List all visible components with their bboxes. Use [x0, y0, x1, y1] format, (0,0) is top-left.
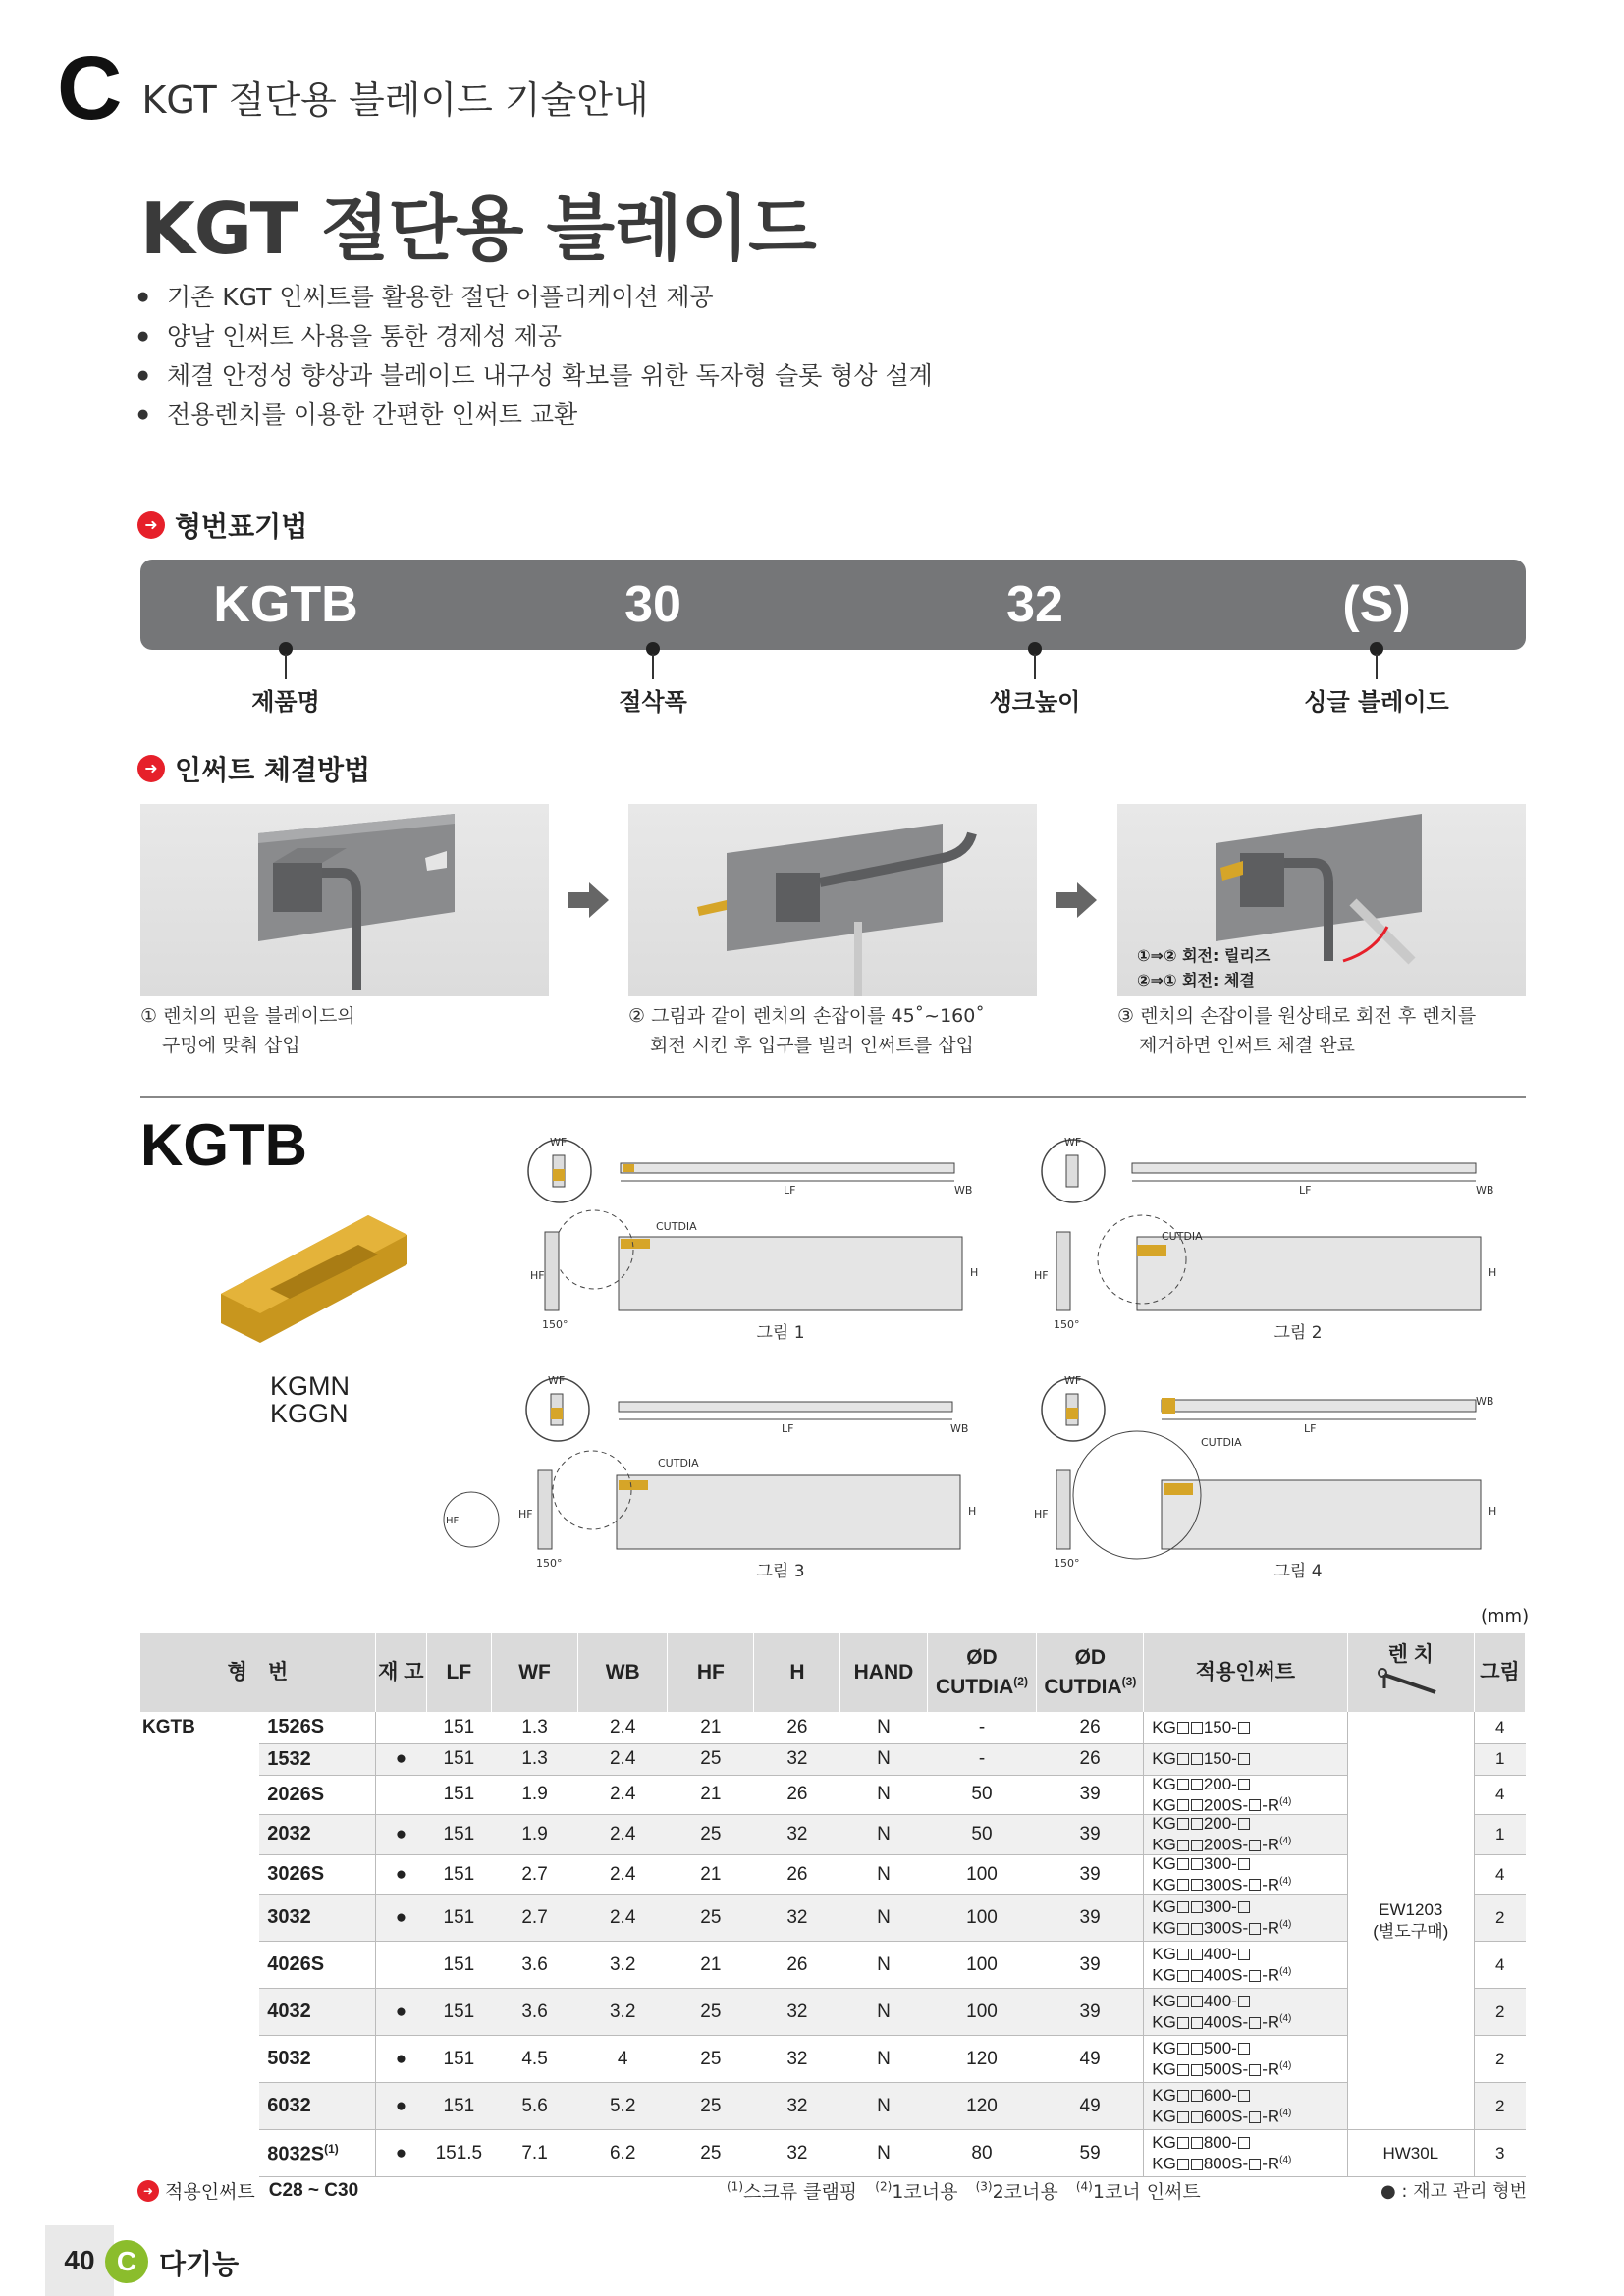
dim-wf: WF — [1064, 1374, 1082, 1387]
col-figure: 그림 — [1475, 1633, 1526, 1712]
model-cell: 1532 — [259, 1743, 375, 1775]
stock-cell — [375, 1942, 426, 1989]
col-insert: 적용인써트 — [1144, 1633, 1347, 1712]
od3-cell: 49 — [1037, 2083, 1144, 2130]
stock-cell — [375, 1712, 426, 1743]
od2-cell: - — [927, 1712, 1037, 1743]
unit-label: (mm) — [1481, 1606, 1530, 1627]
model-cell: 3032 — [259, 1895, 375, 1942]
insert-image — [211, 1205, 417, 1362]
series-cell: KGTB — [142, 1717, 195, 1737]
stock-cell: ● — [375, 1989, 426, 2036]
clamping-heading-text: 인써트 체결방법 — [175, 754, 371, 786]
figure-cell: 4 — [1475, 1854, 1526, 1895]
dim-cutdia: CUTDIA — [656, 1220, 697, 1233]
figure-3-drawing — [440, 1372, 985, 1569]
table-row — [140, 1942, 1526, 1989]
model-cell: 5032 — [259, 2036, 375, 2083]
figure-4-caption: 그림 4 — [1273, 1562, 1323, 1581]
wf-cell: 5.6 — [492, 2083, 578, 2130]
wf-cell: 1.3 — [492, 1743, 578, 1775]
col-wb: WB — [578, 1633, 668, 1712]
designation-heading-text: 형번표기법 — [175, 510, 308, 543]
hf-cell: 21 — [668, 1854, 754, 1895]
hand-cell: N — [840, 1815, 927, 1855]
wrench-cell: HW30L — [1347, 2130, 1475, 2177]
wb-cell: 2.4 — [578, 1712, 668, 1743]
dim-h: H — [968, 1505, 977, 1518]
insert-cell: KG 400- KG 400S- $-R^{(4)}$ — [1144, 1989, 1347, 2036]
wb-cell: 2.4 — [578, 1895, 668, 1942]
lf-cell: 151 — [426, 1775, 491, 1815]
stock-cell: ● — [375, 1743, 426, 1775]
figure-cell: 2 — [1475, 1989, 1526, 2036]
h-cell: 26 — [754, 1712, 840, 1743]
od3-cell: 26 — [1037, 1743, 1144, 1775]
dim-hf: HF — [530, 1269, 545, 1282]
hf-cell: 21 — [668, 1712, 754, 1743]
wf-cell: 3.6 — [492, 1989, 578, 2036]
dim-wb: WB — [954, 1184, 973, 1197]
col-model: 형 번 — [140, 1633, 375, 1712]
code-label-shank: 생크높이 — [989, 688, 1081, 716]
rotation-note-clamp: ②⇒① 회전: 체결 — [1137, 971, 1255, 989]
wf-cell: 1.9 — [492, 1775, 578, 1815]
series-cell — [140, 1815, 259, 1855]
lf-cell: 151 — [426, 1942, 491, 1989]
model-cell: 1526S — [259, 1712, 375, 1743]
step-3-caption: ③ 렌치의 손잡이를 원상태로 회전 후 렌치를 제거하면 인써트 체결 완료 — [1117, 1005, 1477, 1056]
insert-names — [270, 1372, 350, 1427]
lf-cell: 151 — [426, 1854, 491, 1895]
figure-3-caption: 그림 3 — [756, 1562, 805, 1581]
wb-cell: 2.4 — [578, 1775, 668, 1815]
hand-cell: N — [840, 1743, 927, 1775]
wb-cell: 2.4 — [578, 1743, 668, 1775]
series-cell — [140, 1989, 259, 2036]
insert-cell: KG 150- — [1144, 1712, 1347, 1743]
h-cell: 32 — [754, 1743, 840, 1775]
lf-cell: 151 — [426, 1743, 491, 1775]
hf-cell: 25 — [668, 1895, 754, 1942]
figure-cell: 4 — [1475, 1942, 1526, 1989]
feature-item: ● 양날 인써트 사용을 통한 경제성 제공 — [137, 317, 933, 356]
figure-1-drawing — [511, 1134, 982, 1330]
od3-cell: 39 — [1037, 1989, 1144, 2036]
dim-angle: 150° — [1054, 1557, 1080, 1569]
model-cell: 4032 — [259, 1989, 375, 2036]
arrow-right-icon: ➜ — [137, 511, 165, 539]
code-single: (S) — [1342, 576, 1411, 633]
insert-cell: KG 800- KG 800S- $-R^{(4)}$ — [1144, 2130, 1347, 2177]
dim-hf: HF — [518, 1508, 533, 1521]
table-row — [140, 2036, 1526, 2083]
wb-cell: 5.2 — [578, 2083, 668, 2130]
wb-cell: 4 — [578, 2036, 668, 2083]
divider — [140, 1096, 1526, 1098]
wf-cell: 1.3 — [492, 1712, 578, 1743]
series-cell — [140, 1942, 259, 1989]
dim-wf: WF — [550, 1136, 568, 1148]
lf-cell: 151 — [426, 1712, 491, 1743]
insert-name: KGGN — [270, 1399, 349, 1428]
code-width: 30 — [624, 576, 681, 633]
pointer-line — [1034, 654, 1036, 679]
section-header — [57, 38, 649, 138]
hf-cell: 25 — [668, 1989, 754, 2036]
hf-cell: 25 — [668, 2083, 754, 2130]
od2-cell: 120 — [927, 2083, 1037, 2130]
hf-cell: 21 — [668, 1942, 754, 1989]
od3-cell: 39 — [1037, 1854, 1144, 1895]
hf-cell: 21 — [668, 1775, 754, 1815]
h-cell: 32 — [754, 1895, 840, 1942]
stock-legend: ● : 재고 관리 형번 — [1380, 2181, 1527, 2202]
od2-cell: - — [927, 1743, 1037, 1775]
model-cell: 6032 — [259, 2083, 375, 2130]
reference-pages[interactable]: C28 ~ C30 — [268, 2179, 359, 2201]
hf-cell: 25 — [668, 1815, 754, 1855]
od2-cell: 100 — [927, 1989, 1037, 2036]
dim-h: H — [1489, 1266, 1497, 1279]
section-letter: C — [57, 38, 123, 138]
page-number: 40 — [45, 2225, 114, 2296]
arrow-right-icon — [568, 879, 611, 922]
arrow-right-icon — [1056, 879, 1099, 922]
table-header — [140, 1633, 1526, 1712]
insert-cell: KG 300- KG 300S- $-R^{(4)}$ — [1144, 1895, 1347, 1942]
wf-cell: 3.6 — [492, 1942, 578, 1989]
od3-cell: 39 — [1037, 1895, 1144, 1942]
hand-cell: N — [840, 2036, 927, 2083]
col-cutdia-3: ØD CUTDIA$^{(3)}$ — [1037, 1633, 1144, 1712]
insert-name: KGMN — [270, 1371, 350, 1401]
table-row — [140, 1895, 1526, 1942]
product-title: KGTB — [140, 1112, 307, 1178]
dim-hf: HF — [446, 1516, 460, 1526]
step-1-image — [140, 804, 549, 996]
dim-hf: HF — [1034, 1508, 1049, 1521]
spec-table — [140, 1633, 1526, 2177]
od2-cell: 50 — [927, 1775, 1037, 1815]
wrench-icon — [1377, 1667, 1445, 1696]
insert-cell: KG 300- KG 300S- $-R^{(4)}$ — [1144, 1854, 1347, 1895]
feature-item: ● 체결 안정성 향상과 블레이드 내구성 확보를 위한 독자형 슬롯 형상 설계 — [137, 356, 933, 396]
col-hf: HF — [668, 1633, 754, 1712]
table-row — [140, 1712, 1526, 1743]
dim-lf: LF — [1299, 1184, 1312, 1197]
rotation-note-release: ①⇒② 회전: 릴리즈 — [1137, 946, 1271, 965]
dim-wf: WF — [1064, 1136, 1082, 1148]
series-cell — [140, 1895, 259, 1942]
hand-cell: N — [840, 1942, 927, 1989]
page-footer — [0, 2225, 1624, 2296]
section-title: KGT 절단용 블레이드 기술안내 — [141, 79, 649, 122]
insert-cell: KG 150- — [1144, 1743, 1347, 1775]
figure-cell: 1 — [1475, 1743, 1526, 1775]
lf-cell: 151 — [426, 1989, 491, 2036]
od3-cell: 49 — [1037, 2036, 1144, 2083]
dim-angle: 150° — [542, 1318, 568, 1330]
col-h: H — [754, 1633, 840, 1712]
table-row — [140, 1854, 1526, 1895]
figure-cell: 4 — [1475, 1775, 1526, 1815]
category-label: 다기능 — [159, 2248, 240, 2280]
wf-cell: 1.9 — [492, 1815, 578, 1855]
dim-cutdia: CUTDIA — [658, 1457, 699, 1469]
h-cell: 32 — [754, 2036, 840, 2083]
pointer-line — [285, 654, 287, 679]
hand-cell: N — [840, 2130, 927, 2177]
hand-cell: N — [840, 1775, 927, 1815]
model-cell: $8032S^{(1)}$ — [259, 2130, 375, 2177]
model-cell: 2032 — [259, 1815, 375, 1855]
hf-cell: 25 — [668, 2130, 754, 2177]
dim-hf: HF — [1034, 1269, 1049, 1282]
dim-wb: WB — [1476, 1395, 1494, 1408]
h-cell: 32 — [754, 2083, 840, 2130]
wb-cell: 3.2 — [578, 1942, 668, 1989]
figure-cell: 1 — [1475, 1815, 1526, 1855]
clamping-heading — [137, 749, 370, 788]
figure-1-caption: 그림 1 — [756, 1323, 805, 1343]
lf-cell: 151.5 — [426, 2130, 491, 2177]
figure-cell: 4 — [1475, 1712, 1526, 1743]
code-shank: 32 — [1006, 576, 1063, 633]
col-lf: LF — [426, 1633, 491, 1712]
insert-reference: ➜ 적용인써트 C28 ~ C30 — [137, 2177, 358, 2204]
dim-lf: LF — [1304, 1422, 1317, 1435]
table-row — [140, 2083, 1526, 2130]
h-cell: 26 — [754, 1942, 840, 1989]
feature-item: ● 전용렌치를 이용한 간편한 인써트 교환 — [137, 396, 933, 435]
dim-angle: 150° — [536, 1557, 563, 1569]
hand-cell: N — [840, 1854, 927, 1895]
figure-cell: 2 — [1475, 1895, 1526, 1942]
hand-cell: N — [840, 1989, 927, 2036]
feature-list — [137, 278, 933, 435]
dim-wb: WB — [950, 1422, 969, 1435]
page-title: KGT 절단용 블레이드 — [140, 187, 816, 270]
arrow-right-icon: ➜ — [137, 2180, 159, 2202]
pointer-line — [1376, 654, 1378, 679]
h-cell: 32 — [754, 1815, 840, 1855]
table-row — [140, 1775, 1526, 1815]
od2-cell: 120 — [927, 2036, 1037, 2083]
od3-cell: 59 — [1037, 2130, 1144, 2177]
h-cell: 32 — [754, 2130, 840, 2177]
h-cell: 26 — [754, 1775, 840, 1815]
category-badge: C — [105, 2240, 148, 2283]
figure-cell: 2 — [1475, 2036, 1526, 2083]
wb-cell: 2.4 — [578, 1815, 668, 1855]
insert-cell: KG 200- KG 200S- $-R^{(4)}$ — [1144, 1815, 1347, 1855]
h-cell: 32 — [754, 1989, 840, 2036]
insert-cell: KG 200- KG 200S- $-R^{(4)}$ — [1144, 1775, 1347, 1815]
figure-2-caption: 그림 2 — [1273, 1323, 1323, 1343]
stock-cell: ● — [375, 1815, 426, 1855]
dim-h: H — [970, 1266, 979, 1279]
od3-cell: 39 — [1037, 1775, 1144, 1815]
code-label-width: 절삭폭 — [619, 688, 687, 716]
od2-cell: 100 — [927, 1895, 1037, 1942]
figure-cell: 2 — [1475, 2083, 1526, 2130]
hand-cell: N — [840, 1895, 927, 1942]
series-cell — [140, 2130, 259, 2177]
od2-cell: 80 — [927, 2130, 1037, 2177]
lf-cell: 151 — [426, 1895, 491, 1942]
hand-cell: N — [840, 2083, 927, 2130]
figure-2-drawing — [1029, 1134, 1500, 1330]
hand-cell: N — [840, 1712, 927, 1743]
stock-cell: ● — [375, 1854, 426, 1895]
model-cell: 4026S — [259, 1942, 375, 1989]
table-row — [140, 1989, 1526, 2036]
code-label-product: 제품명 — [251, 688, 320, 716]
step-1-caption: ① 렌치의 핀을 블레이드의 구멍에 맞춰 삽입 — [140, 1005, 355, 1056]
dim-lf: LF — [784, 1184, 796, 1197]
series-cell — [140, 1854, 259, 1895]
dim-cutdia: CUTDIA — [1162, 1230, 1203, 1243]
series-cell — [140, 2083, 259, 2130]
lf-cell: 151 — [426, 1815, 491, 1855]
col-cutdia-2: ØD CUTDIA$^{(2)}$ — [927, 1633, 1037, 1712]
code-product: KGTB — [213, 576, 358, 633]
wf-cell: 2.7 — [492, 1854, 578, 1895]
hf-cell: 25 — [668, 2036, 754, 2083]
wf-cell: 7.1 — [492, 2130, 578, 2177]
stock-cell: ● — [375, 2130, 426, 2177]
insert-cell: KG 400- KG 400S- $-R^{(4)}$ — [1144, 1942, 1347, 1989]
table-row — [140, 2130, 1526, 2177]
col-hand: HAND — [840, 1633, 927, 1712]
lf-cell: 151 — [426, 2083, 491, 2130]
od3-cell: 39 — [1037, 1942, 1144, 1989]
hf-cell: 25 — [668, 1743, 754, 1775]
dim-wb: WB — [1476, 1184, 1494, 1197]
stock-cell — [375, 1775, 426, 1815]
wf-cell: 2.7 — [492, 1895, 578, 1942]
od2-cell: 100 — [927, 1942, 1037, 1989]
wrench-cell: EW1203 (별도구매) — [1347, 1712, 1475, 2130]
code-label-single: 싱글 블레이드 — [1304, 688, 1449, 716]
insert-cell: KG 500- KG 500S- $-R^{(4)}$ — [1144, 2036, 1347, 2083]
step-3-image — [1117, 804, 1526, 996]
wf-cell: 4.5 — [492, 2036, 578, 2083]
od2-cell: 50 — [927, 1815, 1037, 1855]
step-2-caption: ② 그림과 같이 렌치의 손잡이를 45˚~160˚ 회전 시킨 후 입구를 벌려 인써트를 삽입 — [628, 1005, 985, 1056]
dim-angle: 150° — [1054, 1318, 1080, 1330]
feature-item: ● 기존 KGT 인써트를 활용한 절단 어플리케이션 제공 — [137, 278, 933, 317]
wb-cell: 6.2 — [578, 2130, 668, 2177]
wb-cell: 3.2 — [578, 1989, 668, 2036]
wb-cell: 2.4 — [578, 1854, 668, 1895]
dim-h: H — [1489, 1505, 1497, 1518]
series-cell — [140, 1775, 259, 1815]
model-cell: 2026S — [259, 1775, 375, 1815]
od3-cell: 39 — [1037, 1815, 1144, 1855]
pointer-line — [652, 654, 654, 679]
series-cell — [140, 1743, 259, 1775]
insert-cell: KG 600- KG 600S- $-R^{(4)}$ — [1144, 2083, 1347, 2130]
stock-cell: ● — [375, 1895, 426, 1942]
od2-cell: 100 — [927, 1854, 1037, 1895]
h-cell: 26 — [754, 1854, 840, 1895]
designation-bar — [140, 560, 1526, 650]
col-wf: WF — [492, 1633, 578, 1712]
table-row — [140, 1815, 1526, 1855]
lf-cell: 151 — [426, 2036, 491, 2083]
series-cell — [140, 2036, 259, 2083]
col-wrench: 렌 치 — [1347, 1633, 1475, 1712]
designation-heading — [137, 506, 307, 545]
dim-cutdia: CUTDIA — [1201, 1436, 1242, 1449]
arrow-right-icon: ➜ — [137, 755, 165, 782]
dim-wf: WF — [548, 1374, 566, 1387]
table-row — [140, 1743, 1526, 1775]
step-2-image — [628, 804, 1037, 996]
dim-lf: LF — [782, 1422, 794, 1435]
figure-4-drawing — [1029, 1372, 1500, 1569]
model-cell: 3026S — [259, 1854, 375, 1895]
footnotes: $^{(1)}$스크류 클램핑 $^{(2)}$1코너용 $^{(3)}$2코너용 $^{(4)}$1코너 인써트 — [727, 2179, 1201, 2203]
col-stock: 재 고 — [375, 1633, 426, 1712]
figure-cell: 3 — [1475, 2130, 1526, 2177]
stock-cell: ● — [375, 2083, 426, 2130]
stock-cell: ● — [375, 2036, 426, 2083]
od3-cell: 26 — [1037, 1712, 1144, 1743]
